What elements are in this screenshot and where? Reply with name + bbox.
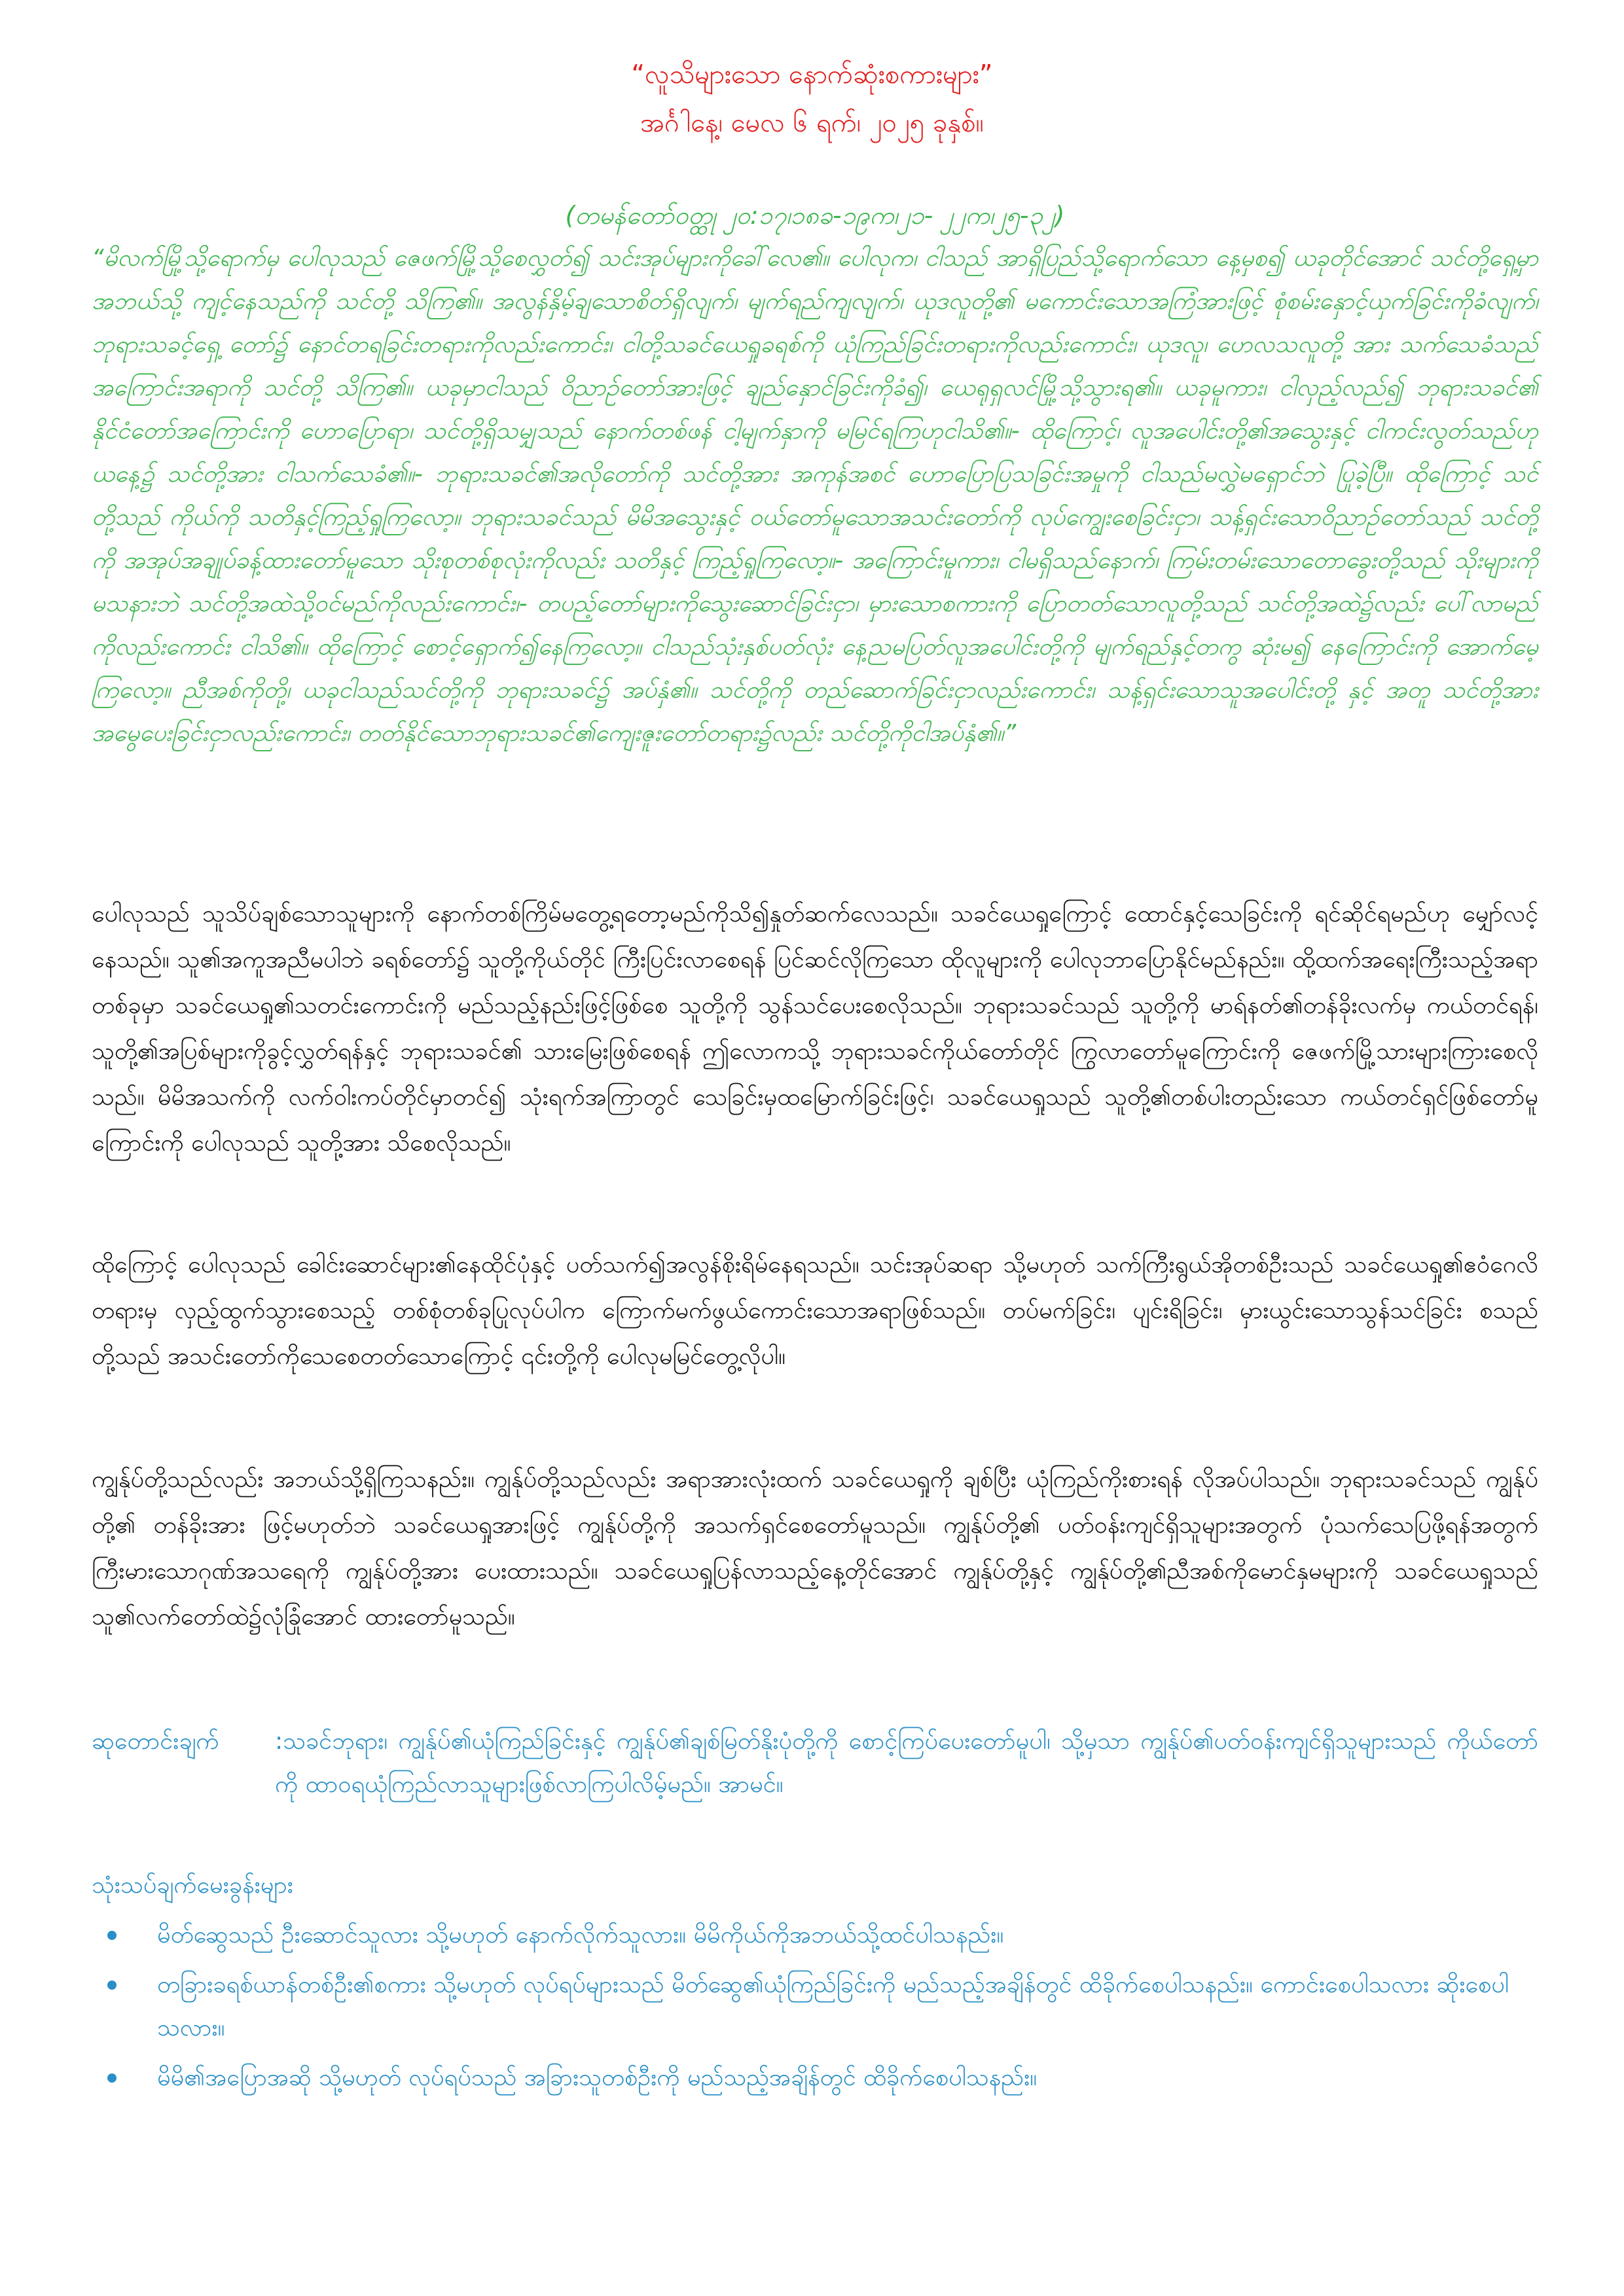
scripture-reference: (တမန်တော်ဝတ္ထု ၂၀:၁၇၊၁၈ခ-၁၉က၊၂၁- ၂၂က၊၂၅-၃၂) <box>565 201 1065 230</box>
question-item <box>131 1964 1538 2050</box>
paragraph-2: ထိုကြောင့် ပေါလုသည် ခေါင်းဆောင်များ၏နေထိုင်ပုံနှင့် ပတ်သက်၍အလွန်စိုးရိမ်နေရသည်။ သင်းအုပ်ဆရာ သို့မဟုတ် သက်ကြီးရွယ်အိုတစ်ဦးသည် သခင်ယေရှု၏ဧဝံဂေလိတရားမှ လှည့်ထွက်သွားစေသည့် တစ်စုံတစ်ခုပြုလုပ်ပါက ကြောက်မက်ဖွယ်ကောင်းသောအရာဖြစ်သည်။ တပ်မက်ခြင်း၊ ပျင်းရိခြင်း၊ မှားယွင်းသောသွန်သင်ခြင်း စသည်တို့သည် အသင်းတော်ကိုသေစေတတ်သောကြောင့် ၎င်းတို့ကို ပေါလုမမြင်တွေ့လိုပါ။ <box>92 1251 1538 1370</box>
paragraph-1: ပေါလုသည် သူသိပ်ချစ်သောသူများကို နောက်တစ်ကြိမ်မတွေ့ရတော့မည်ကိုသိ၍နှုတ်ဆက်လေသည်။ သခင်ယေရှုကြောင့် ထောင်နှင့်သေခြင်းကို ရင်ဆိုင်ရမည်ဟု မျှော်လင့်နေသည်။ သူ၏အကူအညီမပါဘဲ ခရစ်တော်၌ သူတို့ကိုယ်တိုင် ကြီးပြင်းလာစေရန် ပြင်ဆင်လိုကြသော ထိုလူများကို ပေါလုဘာပြောနိုင်မည်နည်း။ ထို့ထက်အရေးကြီးသည့်အရာတစ်ခုမှာ သခင်ယေရှု၏သတင်းကောင်းကို မည်သည့်နည်းဖြင့်ဖြစ်စေ သူတို့ကို သွန်သင်ပေးစေလိုသည်။ ဘုရားသခင်သည် သူတို့ကို မာရ်နတ်၏တန်ခိုးလက်မှ ကယ်တင်ရန်၊ သူတို့၏အပြစ်များကိုခွင့်လွှတ်ရန်နှင့် ဘုရားသခင်၏ သားမြေးဖြစ်စေရန် ဤလောကသို့ ဘုရားသခင်ကိုယ်တော်တိုင် ကြွလာတော်မူကြောင်းကို ဇေဖက်မြို့သားများကြားစေလိုသည်။ မိမိအသက်ကို လက်ဝါးကပ်တိုင်မှာတင်၍ သုံးရက်အကြာတွင် သေခြင်းမှထမြောက်ခြင်းဖြင့်၊ သခင်ယေရှုသည် သူတို့၏တစ်ပါးတည်းသော ကယ်တင်ရှင်ဖြစ်တော်မူကြောင်းကို ပေါလုသည် သူတို့အား သိစေလိုသည်။ <box>92 901 1538 1157</box>
question-text: မိတ်ဆွေသည် ဦးဆောင်သူလား သို့မဟုတ် နောက်လိုက်သူလား။ မိမိကိုယ်ကိုအဘယ်သို့ထင်ပါသနည်း။ <box>157 1922 1004 1948</box>
reflection-questions <box>92 1863 1538 2106</box>
bullet-icon <box>107 2073 117 2083</box>
question-item <box>131 2056 1538 2100</box>
question-text: တခြားခရစ်ယာန်တစ်ဦး၏စကား သို့မဟုတ် လုပ်ရပ်များသည် မိတ်ဆွေ၏ယုံကြည်ခြင်းကို မည်သည့်အချိန်တွင် ထိခိုက်စေပါသနည်း။ ကောင်းစေပါသလား ဆိုးစေပါသလား။ <box>157 1971 1509 2041</box>
question-text: မိမိ၏အပြောအဆို သို့မဟုတ် လုပ်ရပ်သည် အခြားသူတစ်ဦးကို မည်သည့်အချိန်တွင် ထိခိုက်စေပါသနည်း။ <box>157 2064 1038 2091</box>
scripture-block <box>92 194 1538 755</box>
questions-heading: သုံးသပ်ချက်မေးခွန်းများ <box>92 1872 293 1899</box>
prayer-text: :သခင်ဘုရား၊ ကျွန်ုပ်၏ယုံကြည်ခြင်းနှင့် ကျွန်ုပ်၏ချစ်မြတ်နိုးပုံတို့ကို စောင့်ကြပ်ပေးတော်မူပါ၊ သို့မှသာ ကျွန်ုပ်၏ပတ်ဝန်းကျင်ရှိသူများသည် ကိုယ်တော်ကို ထာဝရယုံကြည်လာသူများဖြစ်လာကြပါလိမ့်မည်။ အာမင်။ <box>275 1728 1538 1798</box>
page-date: အင်္ဂါနေ့၊ မေလ ၆ ရက်၊ ၂၀၂၅ ခုနှစ်။ <box>640 108 984 138</box>
prayer-label: ဆုတောင်းချက် <box>92 1728 219 1755</box>
page-title: “လူသိများသော နောက်ဆုံးစကားများ” <box>631 60 993 90</box>
questions-list <box>92 1914 1538 2100</box>
prayer-section <box>92 1720 1538 1806</box>
paragraph-3: ကျွန်ုပ်တို့သည်လည်း အဘယ်သို့ရှိကြသနည်း။ ကျွန်ုပ်တို့သည်လည်း အရာအားလုံးထက် သခင်ယေရှုကို ချစ်ပြီး ယုံကြည်ကိုးစားရန် လိုအပ်ပါသည်။ ဘုရားသခင်သည် ကျွန်ုပ်တို့၏ တန်ခိုးအား ဖြင့်မဟုတ်ဘဲ သခင်ယေရှုအားဖြင့် ကျွန်ုပ်တို့ကို အသက်ရှင်စေတော်မူသည်။ ကျွန်ုပ်တို့၏ ပတ်ဝန်းကျင်ရှိသူများအတွက် ပုံသက်သေပြဖို့ရန်အတွက် ကြီးမားသောဂုဏ်အသရေကို ကျွန်ုပ်တို့အား ပေးထားသည်။ သခင်ယေရှုပြန်လာသည့်နေ့တိုင်အောင် ကျွန်ုပ်တို့နှင့် ကျွန်ုပ်တို့၏ညီအစ်ကိုမောင်နှမများကို သခင်ယေရှုသည် သူ၏လက်တော်ထဲ၌လုံခြုံအောင် ထားတော်မူသည်။ <box>92 1466 1538 1630</box>
question-item <box>131 1914 1538 1957</box>
bullet-icon <box>107 1981 117 1990</box>
scripture-text: “မိလက်မြို့သို့ရောက်မှ ပေါလုသည် ဇေဖက်မြို့သို့စေလွှတ်၍ သင်းအုပ်များကိုခေါ်လေ၏။ ပေါလုက၊ ငါသည် အာရှိပြည်သို့ရောက်သော နေ့မှစ၍ ယခုတိုင်အောင် သင်တို့ရှေ့မှာ အဘယ်သို့ ကျင့်နေသည်ကို သင်တို့ သိကြ၏။ အလွန်နှိမ့်ချသောစိတ်ရှိလျက်၊ မျက်ရည်ကျလျက်၊ ယုဒလူတို့၏ မကောင်းသောအကြံအားဖြင့် စုံစမ်းနှောင့်ယှက်ခြင်းကိုခံလျက်၊ ဘုရားသခင့်ရှေ့ တော်၌ နောင်တရခြင်းတရားကိုလည်းကောင်း၊ ငါတို့သခင်ယေရှုခရစ်ကို ယုံကြည်ခြင်းတရားကိုလည်းကောင်း၊ ယုဒလူ၊ ဟေလသလူတို့ အား သက်သေခံသည် အကြောင်းအရာကို သင်တို့ သိကြ၏။ ယခုမှာငါသည် ဝိညာဉ်တော်အားဖြင့် ချည်နှောင်ခြင်းကိုခံ၍၊ ယေရုရှလင်မြို့သို့သွားရ၏။ ယခုမူကား၊ ငါလှည့်လည်၍ ဘုရားသခင်၏ နိုင်ငံတော်အကြောင်းကို ဟောပြောရာ၊ သင်တို့ရှိသမျှသည် နောက်တစ်ဖန် ငါ့မျက်နှာကို မမြင်ရကြဟုငါသိ၏။- ထိုကြောင့်၊ လူအပေါင်းတို့၏အသွေးနှင့် ငါကင်းလွတ်သည်ဟု ယနေ့၌ သင်တို့အား ငါသက်သေခံ၏။- ဘုရားသခင်၏အလိုတော်ကို သင်တို့အား အကုန်အစင် ဟောပြောပြသခြင်းအမှုကို ငါသည်မလွှဲမရှောင်ဘဲ ပြုခဲ့ပြီ။ ထိုကြောင့် သင်တို့သည် ကိုယ်ကို သတိနှင့်ကြည့်ရှုကြလော့။ ဘုရားသခင်သည် မိမိအသွေးနှင့် ဝယ်တော်မူသောအသင်းတော်ကို လုပ်ကျွေးစေခြင်းငှာ၊ သန့်ရှင်းသောဝိညာဉ်တော်သည် သင်တို့ကို အအုပ်အချုပ်ခန့်ထားတော်မူသော သိုးစုတစ်စုလုံးကိုလည်း သတိနှင့် ကြည့်ရှုကြလော့။- အကြောင်းမူကား၊ ငါမရှိသည်နောက်၊ ကြမ်းတမ်းသောတောခွေးတို့သည် သိုးများကို မသနားဘဲ သင်တို့အထဲသို့ဝင်မည်ကိုလည်းကောင်း၊- တပည့်တော်များကိုသွေးဆောင်ခြင်းငှာ၊ မှားသောစကားကို ပြောတတ်သောလူတို့သည် သင်တို့အထဲ၌လည်း ပေါ်လာမည်ကိုလည်းကောင်း ငါသိ၏။ ထိုကြောင့် စောင့်ရှောက်၍နေကြလော့။ ငါသည်သုံးနှစ်ပတ်လုံး နေ့ညမပြတ်လူအပေါင်းတို့ကို မျက်ရည်နှင့်တကွ ဆုံးမ၍ နေကြောင်းကို အောက်မေ့ကြလော့။ ညီအစ်ကိုတို့၊ ယခုငါသည်သင်တို့ကို ဘုရားသခင်၌ အပ်နှံ၏။ သင်တို့ကို တည်ဆောက်ခြင်းငှာလည်းကောင်း၊ သန့်ရှင်းသောသူအပေါင်းတို့ နှင့် အတူ သင်တို့အား အမွေပေးခြင်းငှာလည်းကောင်း၊ တတ်နိုင်သောဘုရားသခင်၏ကျေးဇူးတော်တရား၌လည်း သင်တို့ကိုငါအပ်နှံ၏။” <box>92 245 1538 747</box>
bullet-icon <box>107 1931 117 1940</box>
